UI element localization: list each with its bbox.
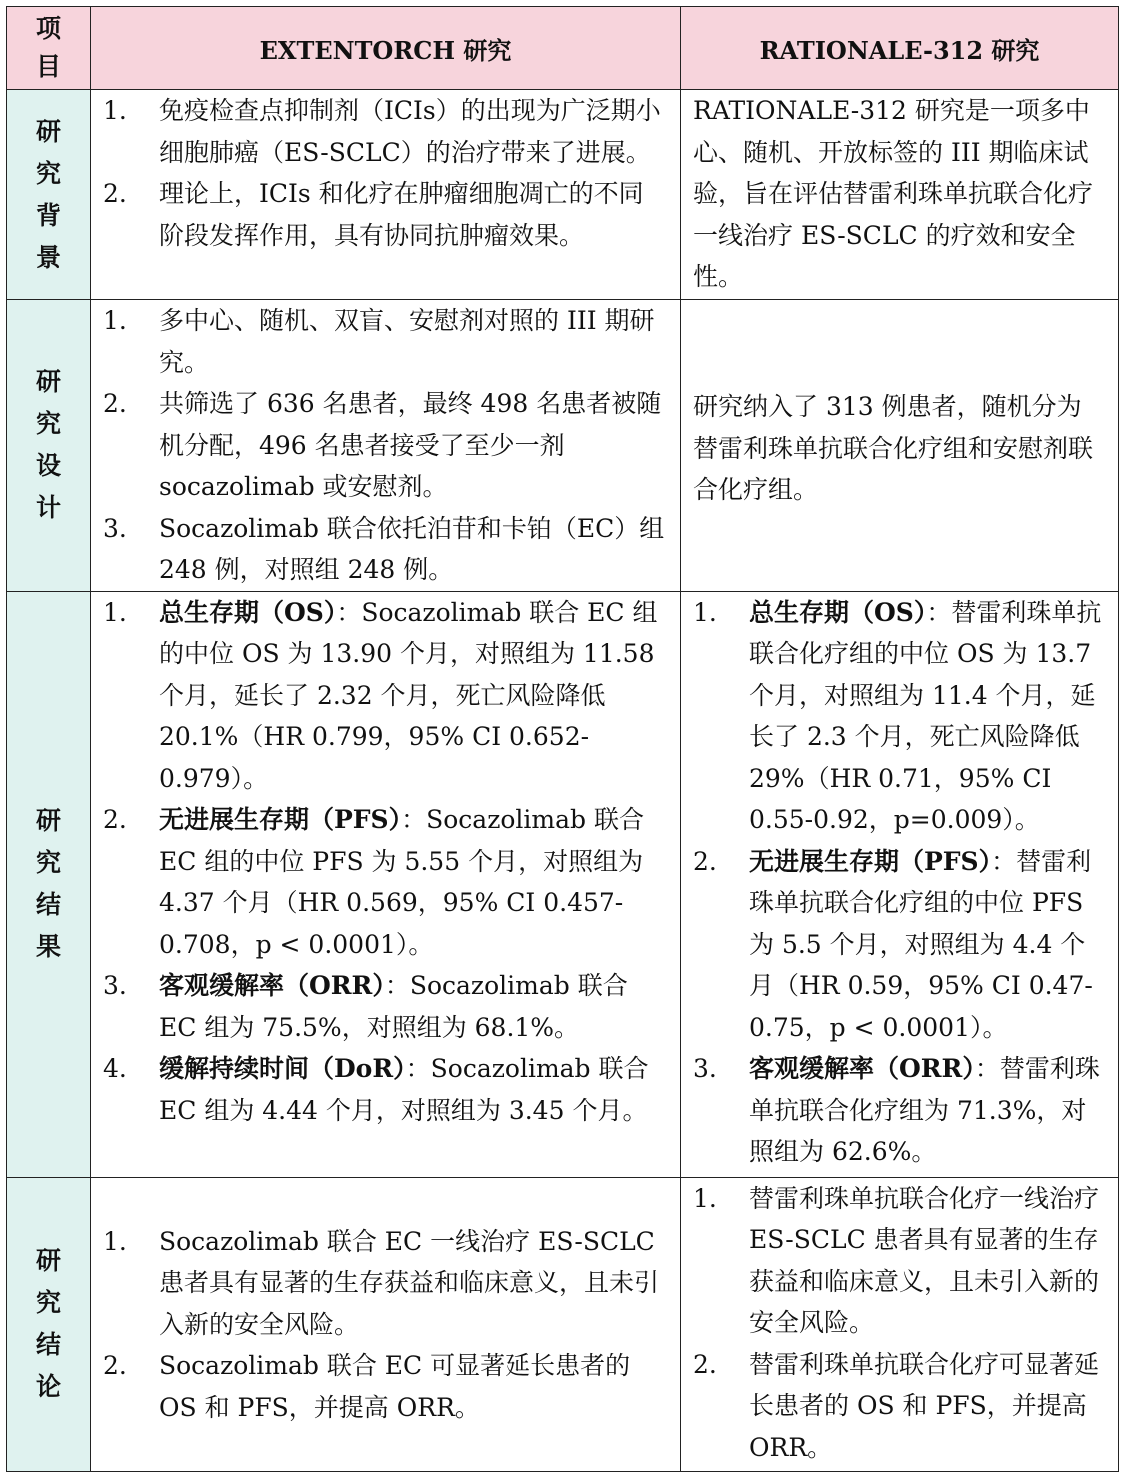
list-item: 4. 缓解持续时间（DoR）：Socazolimab 联合 EC 组为 4.44 个月，对照组为 3.45 个月。 (103, 1054, 649, 1125)
row-label-conclusion (7, 1177, 91, 1472)
header-item-label: 项目 (7, 7, 91, 90)
design-extentorch (91, 300, 681, 592)
list-item: 2. 共筛选了 636 名患者，最终 498 名患者被随机分配，496 名患者接受了至少一剂 socazolimab 或安慰剂。 (103, 389, 662, 501)
row-label-text: 研究结论 (35, 1246, 61, 1402)
list-item: 1. Socazolimab 联合 EC 一线治疗 ES-SCLC 患者具有显著的生存获益和临床意义，且未引入新的安全风险。 (103, 1226, 660, 1339)
conclusion-extentorch (91, 1177, 681, 1472)
row-design (7, 300, 1119, 592)
list-item: 1. 替雷利珠单抗联合化疗一线治疗 ES-SCLC 患者具有显著的生存获益和临床意义，且未引入新的安全风险。 (693, 1183, 1100, 1337)
row-label-text: 研究设计 (35, 367, 61, 523)
list-item: 2. 理论上，ICIs 和化疗在肿瘤细胞凋亡的不同阶段发挥作用，具有协同抗肿瘤效果。 (103, 179, 644, 250)
results-extentorch (91, 591, 681, 1177)
header-extentorch: EXTENTORCH 研究 (91, 7, 681, 90)
row-label-results (7, 591, 91, 1177)
list-item: 2. Socazolimab 联合 EC 可显著延长患者的 OS 和 PFS，并提高 ORR。 (103, 1351, 631, 1422)
header-row (7, 7, 1119, 90)
list-item: 1. 总生存期（OS）：替雷利珠单抗联合化疗组的中位 OS 为 13.7 个月，对照组为 11.4 个月，延长了 2.3 个月，死亡风险降低 29%（HR 0.71，95% CI 0.55-0.92，p=0.009）。 (693, 597, 1102, 834)
list-item: 1. 总生存期（OS）：Socazolimab 联合 EC 组的中位 OS 为 13.90 个月，对照组为 11.58 个月，延长了 2.32 个月，死亡风险降低 20.1%（HR 0.799，95% CI 0.652-0.979）。 (103, 597, 658, 793)
list-item: 1. 多中心、随机、双盲、安慰剂对照的 III 期研究。 (103, 306, 655, 377)
row-label-design (7, 300, 91, 592)
list-item: 2. 无进展生存期（PFS）：替雷利珠单抗联合化疗组的中位 PFS 为 5.5 个月，对照组为 4.4 个月（HR 0.59，95% CI 0.47-0.75，p < 0.0001）。 (693, 846, 1093, 1042)
row-background (7, 90, 1119, 300)
list-item: 1. 免疫检查点抑制剂（ICIs）的出现为广泛期小细胞肺癌（ES-SCLC）的治疗带来了进展。 (103, 96, 661, 167)
row-label-background (7, 90, 91, 300)
background-rationale: RATIONALE-312 研究是一项多中心、随机、开放标签的 III 期临床试验，旨在评估替雷利珠单抗联合化疗一线治疗 ES-SCLC 的疗效和安全性。 (681, 90, 1119, 300)
header-rationale-312: RATIONALE-312 研究 (681, 7, 1119, 90)
row-results (7, 591, 1119, 1177)
design-rationale: 研究纳入了 313 例患者，随机分为替雷利珠单抗联合化疗组和安慰剂联合化疗组。 (681, 300, 1119, 592)
conclusion-rationale (681, 1177, 1119, 1472)
row-label-text: 研究背景 (35, 116, 61, 272)
list-item: 3. Socazolimab 联合依托泊苷和卡铂（EC）组 248 例，对照组 248 例。 (103, 513, 665, 584)
list-item: 3. 客观缓解率（ORR）：Socazolimab 联合 EC 组为 75.5%，对照组为 68.1%。 (103, 971, 628, 1042)
list-item: 2. 替雷利珠单抗联合化疗可显著延长患者的 OS 和 PFS，并提高 ORR。 (693, 1349, 1100, 1462)
background-extentorch (91, 90, 681, 300)
comparison-table (6, 6, 1119, 1472)
list-item: 2. 无进展生存期（PFS）：Socazolimab 联合 EC 组的中位 PFS 为 5.55 个月，对照组为 4.37 个月（HR 0.569，95% CI 0.457-0.708，p < 0.0001）。 (103, 805, 644, 959)
row-label-text: 研究结果 (35, 806, 61, 961)
list-item: 3. 客观缓解率（ORR）：替雷利珠单抗联合化疗组为 71.3%，对照组为 62.6%。 (693, 1054, 1100, 1166)
row-conclusion (7, 1177, 1119, 1472)
results-rationale (681, 591, 1119, 1177)
